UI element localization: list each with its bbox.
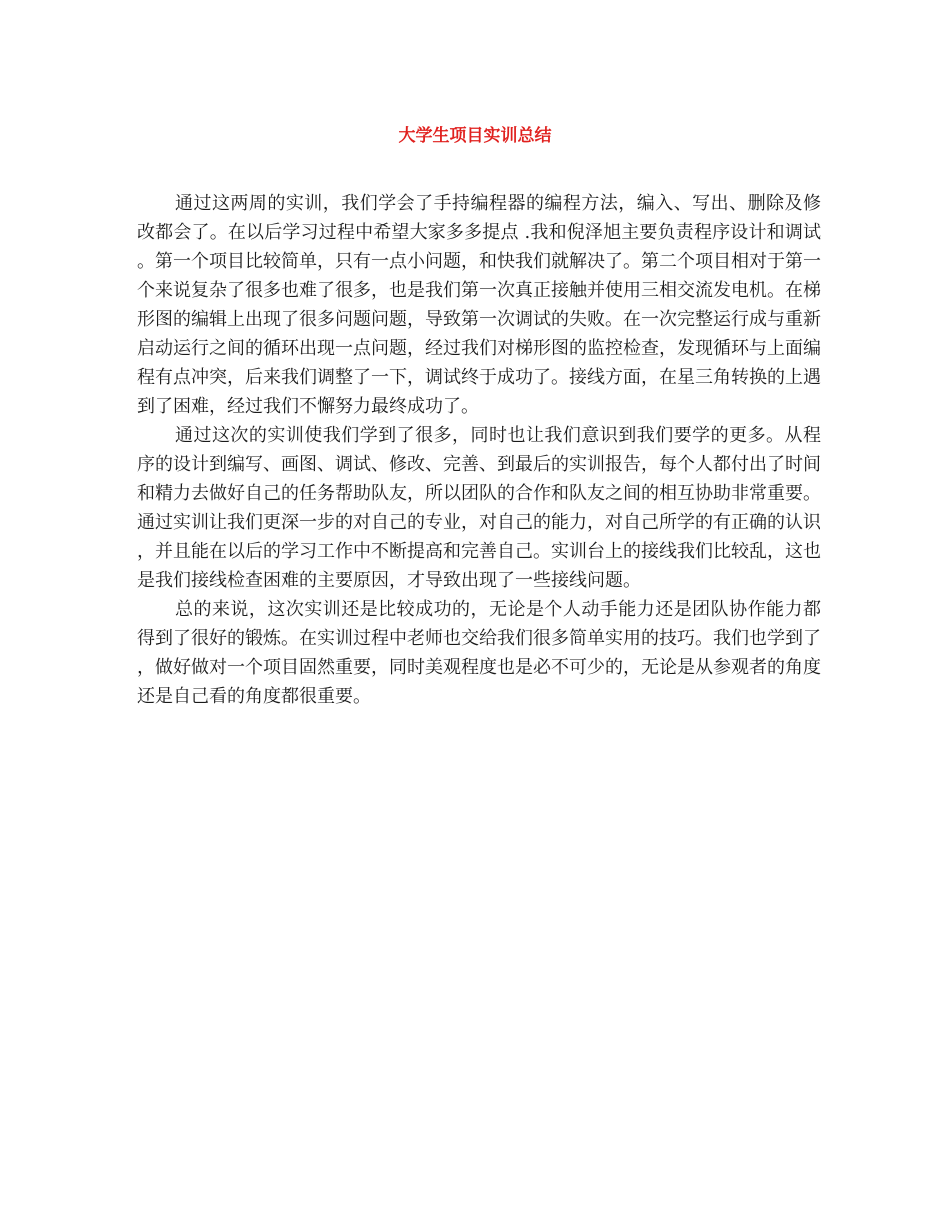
- document-body: [137, 189, 821, 711]
- paragraph-2: 通过这次的实训使我们学到了很多，同时也让我们意识到我们要学的更多。从程序的设计到编写、画图、调试、修改、完善、到最后的实训报告，每个人都付出了时间和精力去做好自己的任务帮助队友，所以团队的合作和队友之间的相互协助非常重要。通过实训让我们更深一步的对自己的专业，对自己的能力，对自己所学的有正确的认识，并且能在以后的学习工作中不断提高和完善自己。实训台上的接线我们比较乱，这也是我们接线检查困难的主要原因，才导致出现了一些接线问题。: [137, 425, 821, 591]
- paragraph-3: 总的来说，这次实训还是比较成功的，无论是个人动手能力还是团队协作能力都得到了很好的锻炼。在实训过程中老师也交给我们很多简单实用的技巧。我们也学到了，做好做对一个项目固然重要，同时美观程度也是必不可少的，无论是从参观者的角度还是自己看的角度都很重要。: [137, 599, 821, 707]
- paragraph-1: 通过这两周的实训，我们学会了手持编程器的编程方法，编入、写出、删除及修改都会了。在以后学习过程中希望大家多多提点 .我和倪泽旭主要负责程序设计和调试。第一个项目比较简单，只有一点小问题，和快我们就解决了。第二个项目相对于第一个来说复杂了很多也难了很多，也是我们第一次真正接触并使用三相交流发电机。在梯形图的编辑上出现了很多问题问题，导致第一次调试的失败。在一次完整运行成与重新启动运行之间的循环出现一点问题，经过我们对梯形图的监控检查，发现循环与上面编程有点冲突，后来我们调整了一下，调试终于成功了。接线方面，在星三角转换的上遇到了困难，经过我们不懈努力最终成功了。: [137, 193, 821, 417]
- document-title: 大学生项目实训总结: [398, 126, 552, 146]
